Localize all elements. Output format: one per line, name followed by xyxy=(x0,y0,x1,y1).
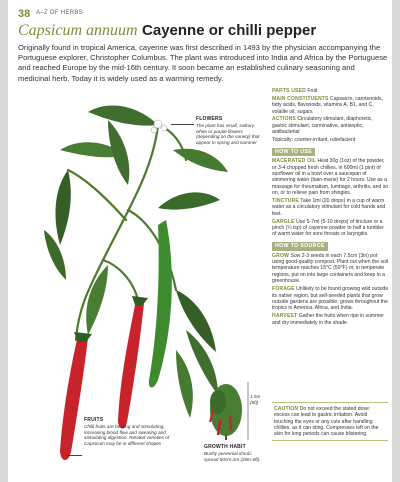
fruits-leader-line xyxy=(66,455,82,456)
fruits-caption xyxy=(84,418,174,447)
fruits-heading: FRUITS xyxy=(84,417,104,423)
page-title xyxy=(18,22,316,40)
tincture-key: TINCTURE xyxy=(272,198,299,205)
forage-key: FORAGE xyxy=(272,286,295,293)
growth-habit-text: Bushy perennial shrub; spread 50cm-2m (20in-6ft). xyxy=(204,450,261,462)
growth-habit-illustration xyxy=(210,382,248,440)
caution-text: Do not exceed the stated dose: excess can lead to gastric irritation. Avoid touching the eyes or any cuts after handling chillies, as it can sting. Compresses left on the skin for long periods can cause blistering. xyxy=(274,406,379,438)
herb-info-panel xyxy=(272,88,389,327)
flowers-text: The plant has small, solitary, white or purple flowers (depending on the variety) that appear in spring and summer xyxy=(196,122,260,146)
harvest-key: HARVEST xyxy=(272,313,298,320)
flowers-caption xyxy=(196,117,260,146)
actions-text: Circulatory stimulant, diaphoretic, gastric stimulant, carminative, antiseptic, antibacterial xyxy=(272,116,373,136)
actions-key: ACTIONS xyxy=(272,116,296,123)
caution-box xyxy=(272,402,388,441)
parts-used-text: Fruit xyxy=(307,88,318,94)
forage-text: Unlikely to be found growing wild outside its native region, but self-seeded plants that grow outside gardens are possible; grows throughout the tropics in America, Africa, and India. xyxy=(272,286,389,312)
grow-text: Sow 2-3 seeds in each 7.5cm (3in) pot using good-quality compost. Plant out when the soil temperature reaches 15°C (59°F) or, in temperate regions, put on into large containers and keep in a greenhouse. xyxy=(272,252,389,285)
section-label: A–Z OF HERBS xyxy=(36,10,83,16)
flowers-leader-line xyxy=(171,124,194,125)
harvest-text: Gather the fruits when ripe in summer and dry immediately in the shade. xyxy=(272,313,384,326)
main-constituents-key: MAIN CONSTITUENTS xyxy=(272,95,329,102)
macerated-oil-text: Heat 30g (1oz) of the powder, or 3-4 chopped fresh chillies, in 600ml (1 pint) of sunflower oil in a bowl over a saucepan of simmering water (bain-marie) for 2 hours. Use as a massage for rheumatism, lumbago, arthritis, and so on, or to relieve pain from shingles. xyxy=(272,158,389,197)
how-to-source-header: HOW TO SOURCE xyxy=(272,242,328,250)
page-number: 38 xyxy=(18,8,31,20)
gargle-key: GARGLE xyxy=(272,218,295,225)
main-constituents-text: Capsaicin, carotenoids, fatty acids, flavonoids, vitamins A, B1, and C, volatile oil, sugars xyxy=(272,95,383,115)
tincture-text: Take 1ml (20 drops) in a cup of warm water as a circulatory stimulant for cold hands and feet. xyxy=(272,198,386,217)
grow-key: GROW xyxy=(272,252,290,259)
intro-paragraph: Originally found in tropical America, cayenne was first described in 1493 by the physician accompanying the Portuguese explorer, Christopher Columbus. The plant was introduced into India and Africa by the Portuguese and reached Europe by the mid-16th century. It soon became an established culinary seasoning and medicinal herb. Today it is widely used as a warming remedy. xyxy=(18,43,388,83)
growth-habit-caption xyxy=(204,445,266,462)
fruits-text: Chilli fruits are heating and stimulating, increasing blood flow and sweating and stimulating digestion. Related varieties of Capsicum may be in different shapes xyxy=(84,423,170,447)
macerated-oil-key: MACERATED OIL xyxy=(272,158,317,165)
growth-habit-heading: GROWTH HABIT xyxy=(204,444,246,450)
actions-topical-text: Topically: counter-irritant, rubefacient xyxy=(272,137,356,144)
common-name: Cayenne or chilli pepper xyxy=(142,22,317,39)
red-chilli-2 xyxy=(118,300,144,429)
book-page xyxy=(8,0,392,482)
gargle-text: Use 5-7ml (5-10 drops) of tincture or a pinch (¼ tsp) of cayenne powder to half a tumbler of warm water for sore throats or laryngitis. xyxy=(272,218,384,238)
latin-name: Capsicum annuum xyxy=(18,22,138,39)
how-to-use-header: HOW TO USE xyxy=(272,148,315,156)
parts-used-key: PARTS USED xyxy=(272,88,306,94)
green-chilli xyxy=(149,220,172,388)
caution-key: CAUTION xyxy=(274,406,299,412)
flowers-heading: FLOWERS xyxy=(196,116,223,122)
height-scale-label: 1.5m (5ft) xyxy=(250,394,261,405)
